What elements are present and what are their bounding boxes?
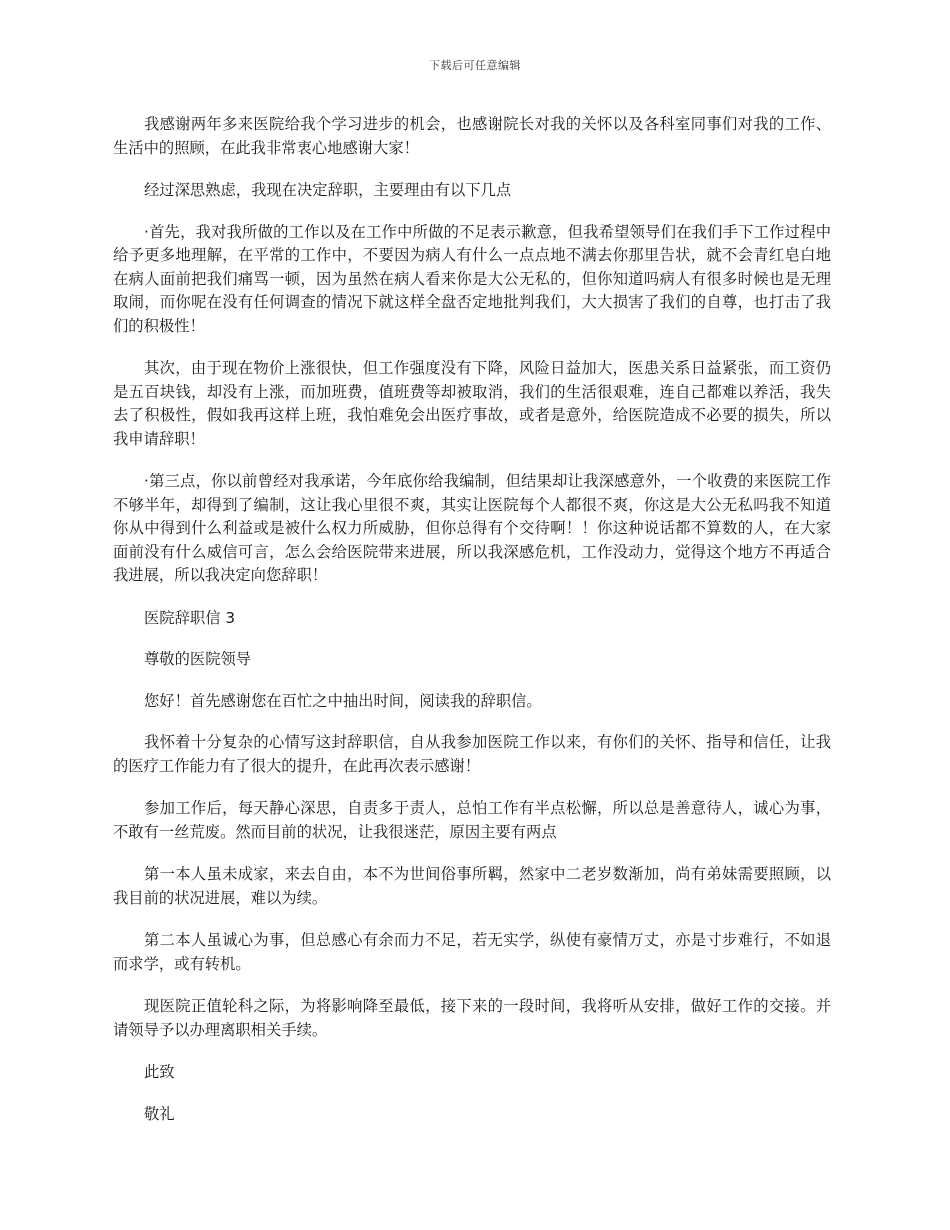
page-header-note: 下载后可任意编辑 bbox=[429, 59, 521, 72]
paragraph-thanks: 我感谢两年多来医院给我个学习进步的机会，也感谢院长对我的关怀以及各科室同事们对我的工作、生活中的照顾，在此我非常衷心地感谢大家！ bbox=[113, 115, 831, 157]
paragraph-gratitude: 我怀着十分复杂的心情写这封辞职信，自从我参加医院工作以来，有你们的关怀、指导和信任，让我的医疗工作能力有了很大的提升，在此再次表示感谢！ bbox=[113, 733, 831, 775]
paragraph-handover: 现医院正值轮科之际，为将影响降至最低，接下来的一段时间，我将听从安排，做好工作的交接。并请领导予以办理离职相关手续。 bbox=[113, 997, 831, 1039]
paragraph-greeting: 您好！首先感谢您在百忙之中抽出时间，阅读我的辞职信。 bbox=[144, 691, 542, 710]
salutation: 尊敬的医院领导 bbox=[144, 650, 252, 668]
paragraph-reflection: 参加工作后，每天静心深思，自责多于责人，总怕工作有半点松懈，所以总是善意待人，诚心为事，不敢有一丝荒废。然而目前的状况，让我很迷茫，原因主要有两点 bbox=[113, 799, 831, 841]
paragraph-point-two: 第二本人虽诚心为事，但总感心有余而力不足，若无实学，纵使有豪情万丈，亦是寸步难行，不如退而求学，或有转机。 bbox=[113, 931, 831, 973]
letter-body bbox=[113, 113, 831, 1144]
paragraph-point-one: 第一本人虽未成家，来去自由，本不为世间俗事所羁，然家中二老岁数渐加，尚有弟妹需要照顾，以我目前的状况进展，难以为续。 bbox=[113, 865, 831, 907]
paragraph-reason-second: 其次，由于现在物价上涨很快，但工作强度没有下降，风险日益加大，医患关系日益紧张，而工资仍是五百块钱，却没有上涨，而加班费，值班费等却被取消，我们的生活很艰难，连自己都难以养活，我失去了积极性，假如我再这样上班，我怕难免会出医疗事故，或者是意外，给医院造成不必要的损失，所以我申请辞职！ bbox=[113, 359, 831, 448]
section-title: 医院辞职信 3 bbox=[144, 608, 236, 627]
closing-cizhi: 此致 bbox=[144, 1063, 175, 1081]
paragraph-decision: 经过深思熟虑，我现在决定辞职，主要理由有以下几点 bbox=[144, 181, 512, 199]
closing-jingli: 敬礼 bbox=[144, 1104, 175, 1123]
paragraph-reason-first: ·首先，我对我所做的工作以及在工作中所做的不足表示歉意，但我希望领导们在我们手下工作过程中给予更多地理解，在平常的工作中，不要因为病人有什么一点点地不满去你那里告状，就不会青红皂白地在病人面前把我们痛骂一顿，因为虽然在病人看来你是大公无私的，但你知道吗病人有很多时候也是无理取闹，而你呢在没有任何调查的情况下就这样全盘否定地批判我们，大大损害了我们的自尊，也打击了我们的积极性！ bbox=[113, 222, 831, 335]
paragraph-reason-third: ·第三点，你以前曾经对我承诺，今年底你给我编制，但结果却让我深感意外，一个收费的来医院工作不够半年，却得到了编制，这让我心里很不爽，其实让医院每个人都很不爽，你这是大公无私吗我不知道你从中得到什么利益或是被什么权力所威胁，但你总得有个交待啊！！你这种说话都不算数的人，在大家面前没有什么威信可言，怎么会给医院带来进展，所以我深感危机，工作没动力，觉得这个地方不再适合我进展，所以我决定向您辞职！ bbox=[113, 472, 831, 584]
